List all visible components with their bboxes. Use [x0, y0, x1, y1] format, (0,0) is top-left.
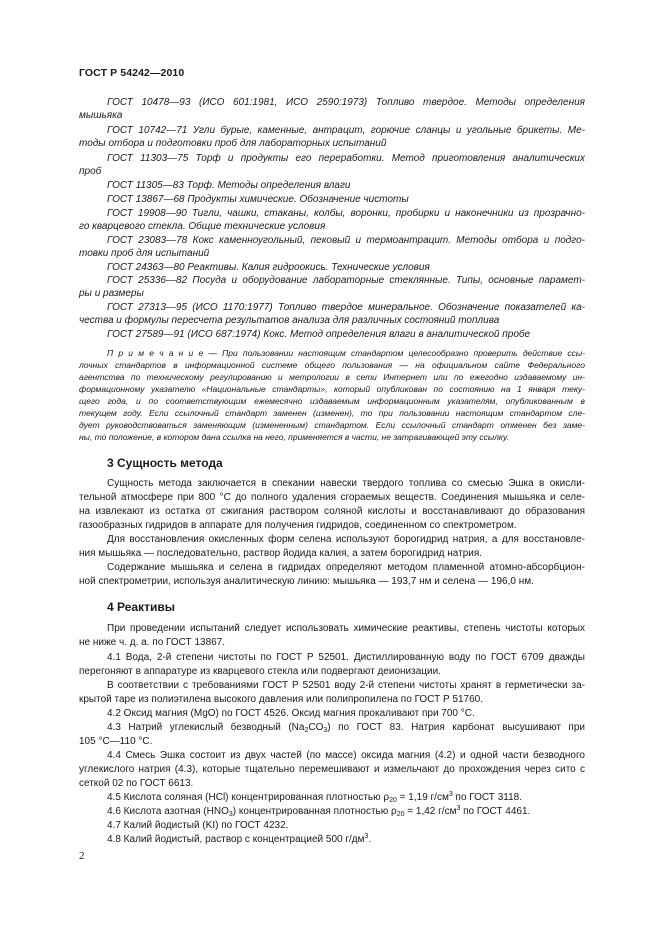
- ref-line: ГОСТ 11303—75 Торф и продукты его переработки. Метод приготовления аналитических: [107, 153, 585, 164]
- ref-line: ГОСТ 19908—90 Тигли, чашки, стаканы, колбы, воронки, пробирки и наконечники из прозрачно-: [107, 208, 585, 219]
- paragraph-line: 4.6 Кислота азотная $(HNO_3)$ концентрированная плотностью $\rho_{20} = 1,42$ $г/см^3$ по ГОСТ 4461.: [107, 805, 531, 818]
- paragraph-line: 4.5 Кислота соляная (HCl) концентрированная плотностью $\rho_{20} = 1,19$ $г/см^3$ по ГОСТ 3118.: [107, 791, 522, 804]
- paragraph-line: сеткой 02 по ГОСТ 6613.: [79, 778, 194, 789]
- note-line: текущем году. Если ссылочный стандарт заменен (изменен), то при пользовании настоящим стандартом сле-: [79, 408, 585, 418]
- ref-line: ГОСТ 27589—91 (ИСО 687:1974) Кокс. Метод определения влаги в аналитической пробе: [107, 329, 531, 340]
- note-line: лочных стандартов в информационной системе общего пользования — на официальном сайте Федерального: [79, 360, 585, 370]
- paragraph-line: 4.8 Калий йодистый, раствор с концентрацией 500 $г/дм^3$.: [107, 833, 372, 845]
- ref-line: ГОСТ 10478—93 (ИСО 601:1981, ИСО 2590:1973) Топливо твердое. Методы определения: [107, 97, 585, 108]
- ref-line: ГОСТ 10742—71 Угли бурые, каменные, антрацит, горючие сланцы и угольные брикеты. Ме-: [107, 125, 585, 136]
- paragraph-line: 4.7 Калий йодистый (KI) по ГОСТ 4232.: [107, 820, 289, 831]
- paragraph-line: не ниже ч. д. а. по ГОСТ 13867.: [79, 637, 226, 648]
- ref-line: ры и размеры: [79, 288, 144, 299]
- ref-line: ГОСТ 13867—68 Продукты химические. Обозначение чистоты: [107, 194, 409, 205]
- ref-line: мышьяка: [79, 110, 123, 121]
- ref-line: ГОСТ 11305—83 Торф. Методы определения влаги: [107, 180, 351, 191]
- section-4-title: 4 Реактивы: [107, 600, 175, 614]
- paragraph-line: углекислого натрия (4.3), которые тщательно перемешивают и измельчают до прохождения через сито с: [79, 764, 585, 775]
- ref-line: проб: [79, 166, 102, 177]
- note-line: П р и м е ч а н и е — При пользовании настоящим стандартом целесообразно проверить действие ссы-: [107, 348, 585, 358]
- page-number: 2: [79, 850, 85, 862]
- paragraph-line: ной спектрометрии, используя аналитическую линию: мышьяка — 193,7 нм и селена — 196,0 нм.: [79, 576, 534, 587]
- paragraph-line: газообразных гидридов в аппарате для получения гидридов, соединенном со спектрометром.: [79, 520, 517, 531]
- note-line: щего года, и по соответствующим ежемесячно издаваемым информационным указателям, опубликованным в: [79, 396, 585, 406]
- paragraph-line: 4.4 Смесь Эшка состоит из двух частей (по массе) оксида магния (4.2) и одной части безводного: [107, 750, 585, 761]
- ref-line: ГОСТ 25336—82 Посуда и оборудование лабораторные стеклянные. Типы, основные парамет-: [107, 275, 585, 286]
- paragraph-line: 105 °С—110 °С.: [79, 736, 153, 747]
- note-line: ны, то положение, в котором дана ссылка на него, применяется в части, не затрагивающей эту ссылку.: [79, 432, 509, 442]
- paragraph-line: 4.1 Вода, 2-й степени чистоты по ГОСТ Р 52501. Дистиллированную воду по ГОСТ 6709 дважды: [107, 652, 585, 663]
- paragraph-line: При проведении испытаний следует использовать химические реактивы, степень чистоты которых: [107, 623, 585, 634]
- section-3-title: 3 Сущность метода: [107, 456, 223, 470]
- note-line: агентства по техническому регулированию и метрологии в сети Интернет или по ежегодно издаваемому ин-: [79, 372, 585, 382]
- note-line: формационному указателю «Национальные стандарты», который опубликован по состоянию на 1 января теку-: [79, 384, 585, 394]
- paragraph-line: Сущность метода заключается в спекании навески твердого топлива со смесью Эшка в окисли-: [107, 478, 585, 489]
- ref-line: ГОСТ 24363—80 Реактивы. Калия гидроокись. Технические условия: [107, 262, 430, 273]
- paragraph-line: 4.2 Оксид магния (MgO) по ГОСТ 4526. Оксид магния прокаливают при 700 °С.: [107, 708, 475, 719]
- paragraph-line: тельной атмосфере при 800 °С до полного удаления сгораемых веществ. Соединения мышьяка и селе-: [79, 492, 585, 503]
- paragraph-line: Для восстановления окисленных форм селена используют борогидрид натрия, а для восстановле-: [107, 534, 585, 545]
- paragraph-line: Содержание мышьяка и селена в гидридах определяют методом пламенной атомно-абсорбцион-: [107, 562, 585, 573]
- note-line: дует руководствоваться заменяющим (измененным) стандартом. Если ссылочный стандарт отменен без заме-: [79, 420, 585, 430]
- ref-line: товки проб для испытаний: [79, 248, 210, 259]
- ref-line: го кварцевого стекла. Общие технические условия: [79, 221, 326, 232]
- paragraph-line: В соответствии с требованиями ГОСТ Р 52501 воду 2-й степени чистоты хранят в герметически за-: [107, 680, 585, 691]
- paragraph-line: перегоняют в аппаратуре из кварцевого стекла или подвергают деионизации.: [79, 666, 441, 677]
- ref-line: чества и формулы пересчета результатов анализа для различных состояний топлива: [79, 315, 500, 326]
- paragraph-line: крытой таре из полиэтилена высокого давления или полипропилена по ГОСТ Р 51760.: [79, 694, 484, 705]
- ref-line: тоды отбора и подготовки проб для лабораторных испытаний: [79, 138, 387, 149]
- paragraph-line: на извлекают из остатка от сжигания раствором соляной кислоты и восстанавливают до образования: [79, 506, 585, 517]
- page-header: ГОСТ Р 54242—2010: [79, 67, 185, 79]
- paragraph-line: ния мышьяка — последовательно, раствор йодида калия, а затем борогидрид натрия.: [79, 548, 483, 559]
- paragraph-line: 4.3 Натрий углекислый безводный $(Na_2CO_3)$ по ГОСТ 83. Натрия карбонат высушивают при: [107, 722, 585, 734]
- ref-line: ГОСТ 27313—95 (ИСО 1170:1977) Топливо твердое минеральное. Обозначение показателей ка-: [107, 302, 585, 313]
- ref-line: ГОСТ 23083—78 Кокс каменноугольный, пековый и термоантрацит. Методы отбора и подго-: [107, 235, 585, 246]
